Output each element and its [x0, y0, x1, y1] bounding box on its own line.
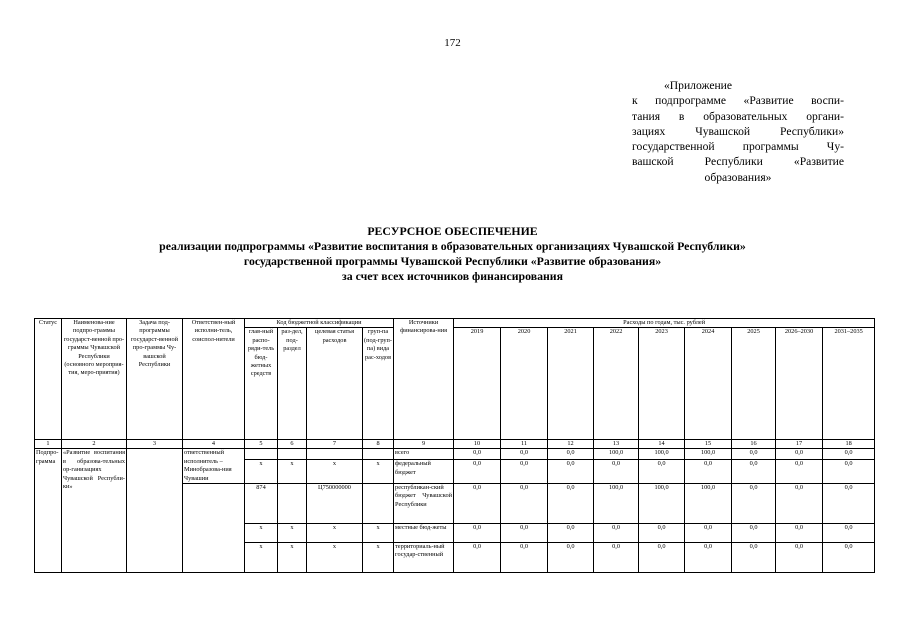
- value-cell: 0,0: [776, 460, 823, 484]
- value-cell: 0,0: [548, 484, 594, 524]
- code-section: [278, 449, 307, 460]
- header-year: 2025: [732, 328, 776, 440]
- column-number: 17: [776, 440, 823, 449]
- title-line-2: реализации подпрограммы «Развитие воспитания в образовательных организациях Чувашской Республики»: [159, 239, 746, 253]
- header-year: 2023: [639, 328, 685, 440]
- column-number: 7: [307, 440, 363, 449]
- appendix-line: образования»: [704, 170, 772, 184]
- header-budget-code: Код бюджетной классификации: [245, 319, 394, 328]
- value-cell: 0,0: [501, 460, 548, 484]
- value-cell: 0,0: [454, 524, 501, 543]
- header-row: [35, 319, 875, 328]
- code-main: [245, 449, 278, 460]
- value-cell: 100,0: [639, 484, 685, 524]
- source-cell: республикан-ский бюджет Чувашской Республики: [394, 484, 454, 524]
- column-number: 4: [183, 440, 245, 449]
- value-cell: 100,0: [685, 484, 732, 524]
- code-group: x: [363, 524, 394, 543]
- value-cell: 0,0: [454, 449, 501, 460]
- header-year: 2019: [454, 328, 501, 440]
- source-cell: федеральный бюджет: [394, 460, 454, 484]
- code-target: Ц750000000: [307, 484, 363, 524]
- code-group: [363, 484, 394, 524]
- value-cell: 0,0: [685, 543, 732, 573]
- code-section: [278, 484, 307, 524]
- value-cell: 0,0: [501, 543, 548, 573]
- code-group: x: [363, 460, 394, 484]
- status-cell: Подпро-грамма: [35, 449, 62, 573]
- code-main: x: [245, 460, 278, 484]
- value-cell: 100,0: [594, 484, 639, 524]
- column-number: 3: [127, 440, 183, 449]
- code-main: 874: [245, 484, 278, 524]
- header-name: Наименова-ние подпро-граммы государст-венной про-граммы Чувашской Республики (основного мероприя-тия, меро-приятия): [62, 319, 127, 440]
- column-number: 1: [35, 440, 62, 449]
- appendix-line: государственной программы Чу-: [632, 140, 844, 154]
- column-number: 16: [732, 440, 776, 449]
- table-row: [35, 449, 875, 460]
- title-line-4: за счет всех источников финансирования: [342, 269, 563, 283]
- column-number: 2: [62, 440, 127, 449]
- value-cell: 100,0: [685, 449, 732, 460]
- header-year: 2026–2030: [776, 328, 823, 440]
- value-cell: 0,0: [501, 524, 548, 543]
- header-main-manager: глав-ный распо-ряди-тель бюд-жетных средств: [245, 328, 278, 440]
- column-number: 11: [501, 440, 548, 449]
- value-cell: 0,0: [454, 484, 501, 524]
- value-cell: 100,0: [594, 449, 639, 460]
- value-cell: 0,0: [454, 460, 501, 484]
- code-target: x: [307, 524, 363, 543]
- code-main: x: [245, 543, 278, 573]
- value-cell: 0,0: [685, 524, 732, 543]
- code-target: x: [307, 543, 363, 573]
- column-number: 10: [454, 440, 501, 449]
- header-expenses: Расходы по годам, тыс. рублей: [454, 319, 875, 328]
- page-number: 172: [444, 37, 461, 49]
- value-cell: 0,0: [548, 543, 594, 573]
- header-year: 2022: [594, 328, 639, 440]
- column-number: 6: [278, 440, 307, 449]
- column-number: 15: [685, 440, 732, 449]
- value-cell: 0,0: [823, 524, 875, 543]
- code-target: [307, 449, 363, 460]
- column-number: 5: [245, 440, 278, 449]
- header-status: Статус: [35, 319, 62, 440]
- source-cell: всего: [394, 449, 454, 460]
- task-cell: [127, 449, 183, 573]
- value-cell: 0,0: [454, 543, 501, 573]
- document-title: [0, 224, 905, 284]
- code-section: x: [278, 524, 307, 543]
- appendix-line: вашской Республики «Развитие: [632, 155, 844, 169]
- value-cell: 0,0: [594, 543, 639, 573]
- value-cell: 0,0: [594, 524, 639, 543]
- value-cell: 0,0: [732, 524, 776, 543]
- value-cell: 0,0: [732, 484, 776, 524]
- resource-table: [34, 318, 875, 573]
- header-section: раз-дел, под-раздел: [278, 328, 307, 440]
- value-cell: 0,0: [548, 449, 594, 460]
- value-cell: 0,0: [776, 524, 823, 543]
- header-year: 2021: [548, 328, 594, 440]
- header-responsible: Ответствен-ный исполни-тель, соиспол-нители: [183, 319, 245, 440]
- code-main: x: [245, 524, 278, 543]
- appendix-note: [632, 78, 844, 185]
- value-cell: 0,0: [776, 543, 823, 573]
- header-task: Задача под-программы государст-венной про-граммы Чу-вашской Республики: [127, 319, 183, 440]
- appendix-line: «Приложение: [664, 79, 733, 92]
- code-target: x: [307, 460, 363, 484]
- value-cell: 0,0: [823, 484, 875, 524]
- header-year: 2024: [685, 328, 732, 440]
- value-cell: 0,0: [776, 449, 823, 460]
- source-cell: территориаль-ный государ-ственный: [394, 543, 454, 573]
- value-cell: 0,0: [823, 460, 875, 484]
- code-section: x: [278, 543, 307, 573]
- header-year: 2020: [501, 328, 548, 440]
- code-group: [363, 449, 394, 460]
- header-source: Источники финансирова-ния: [394, 319, 454, 440]
- appendix-line: к подпрограмме «Развитие воспи-: [632, 94, 844, 108]
- column-number: 12: [548, 440, 594, 449]
- header-expense-group: груп-па (под-груп-па) вида рас-ходов: [363, 328, 394, 440]
- title-line-1: РЕСУРСНОЕ ОБЕСПЕЧЕНИЕ: [367, 224, 538, 238]
- column-number: 14: [639, 440, 685, 449]
- value-cell: 0,0: [732, 543, 776, 573]
- code-group: x: [363, 543, 394, 573]
- title-line-3: государственной программы Чувашской Республики «Развитие образования»: [243, 254, 662, 268]
- value-cell: 0,0: [776, 484, 823, 524]
- value-cell: 0,0: [685, 460, 732, 484]
- value-cell: 0,0: [823, 543, 875, 573]
- column-number: 18: [823, 440, 875, 449]
- value-cell: 0,0: [501, 449, 548, 460]
- source-cell: местные бюд-жеты: [394, 524, 454, 543]
- header-target-item: целевая статья расходов: [307, 328, 363, 440]
- value-cell: 0,0: [639, 460, 685, 484]
- appendix-line: тания в образовательных органи-: [632, 109, 844, 123]
- value-cell: 0,0: [823, 449, 875, 460]
- column-number: 13: [594, 440, 639, 449]
- appendix-line: зациях Чувашской Республики»: [632, 124, 844, 138]
- column-number-row: [35, 440, 875, 449]
- responsible-cell: ответственный исполнитель – Минобразова-ния Чувашии: [183, 449, 245, 484]
- column-number: 9: [394, 440, 454, 449]
- value-cell: 0,0: [639, 524, 685, 543]
- code-section: x: [278, 460, 307, 484]
- value-cell: 0,0: [732, 460, 776, 484]
- column-number: 8: [363, 440, 394, 449]
- header-year: 2031–2035: [823, 328, 875, 440]
- responsible-cell-empty: [183, 484, 245, 573]
- value-cell: 100,0: [639, 449, 685, 460]
- value-cell: 0,0: [548, 460, 594, 484]
- value-cell: 0,0: [732, 449, 776, 460]
- name-cell: «Развитие воспитания в образова-тельных ор-ганизациях Чувашской Республи-ки»: [62, 449, 127, 573]
- value-cell: 0,0: [548, 524, 594, 543]
- value-cell: 0,0: [594, 460, 639, 484]
- value-cell: 0,0: [639, 543, 685, 573]
- value-cell: 0,0: [501, 484, 548, 524]
